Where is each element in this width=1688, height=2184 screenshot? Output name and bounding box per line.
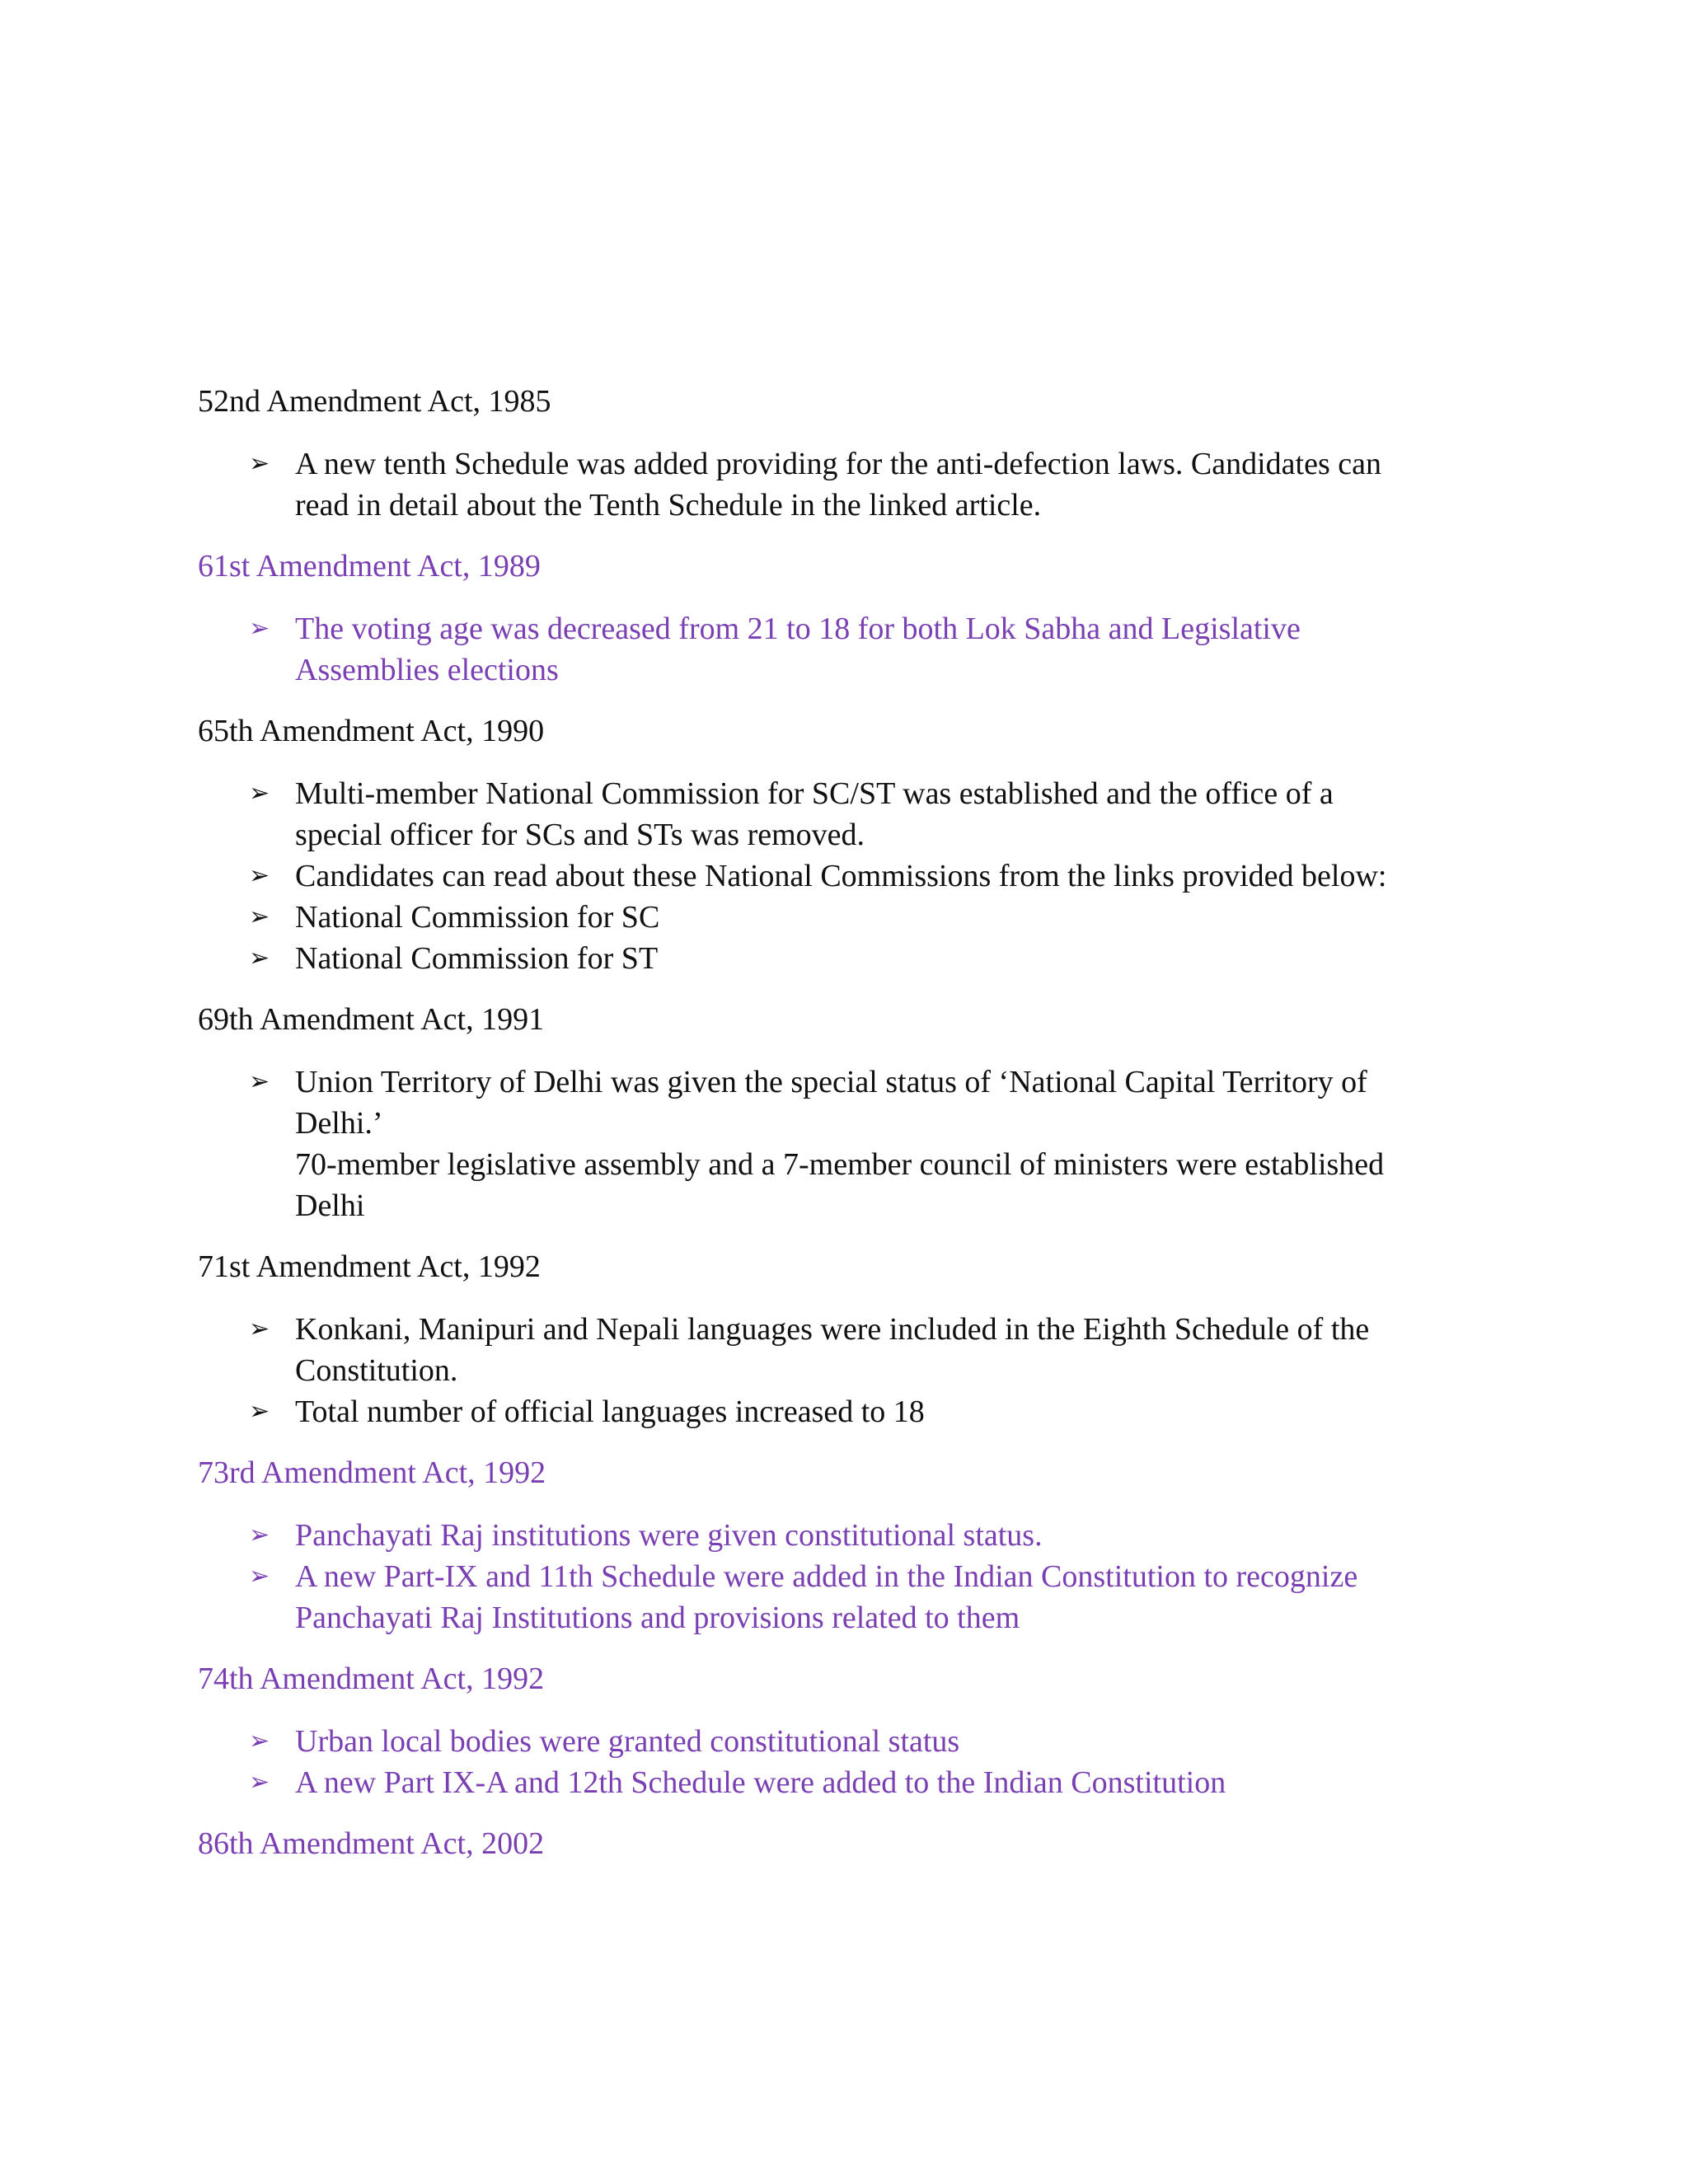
item-text-line: National Commission for SC: [295, 900, 660, 935]
arrowhead-bullet-icon: ➢: [249, 779, 270, 808]
arrowhead-bullet-icon: ➢: [249, 1397, 270, 1426]
item-text-line: special officer for SCs and STs was removed.: [295, 818, 865, 852]
bullet-list: [198, 443, 1484, 526]
section-heading: 73rd Amendment Act, 1992: [198, 1455, 546, 1490]
section-69th-amendment: [198, 999, 1484, 1226]
bullet-list: [198, 773, 1484, 979]
item-text-line: Union Territory of Delhi was given the special status of ‘National Capital Territory of: [295, 1065, 1367, 1099]
list-item: [198, 443, 1484, 526]
list-item: [198, 608, 1484, 691]
item-text-line: Konkani, Manipuri and Nepali languages were included in the Eighth Schedule of the: [295, 1312, 1370, 1347]
bullet-list: [198, 1515, 1484, 1638]
section-heading: 61st Amendment Act, 1989: [198, 549, 541, 583]
section-74th-amendment: [198, 1658, 1484, 1803]
item-text-line: National Commission for ST: [295, 941, 659, 976]
section-73rd-amendment: [198, 1452, 1484, 1638]
list-item: [198, 938, 1484, 979]
item-text-line: read in detail about the Tenth Schedule in the linked article.: [295, 488, 1042, 523]
section-86th-amendment: [198, 1823, 1484, 1864]
item-text-line: Constitution.: [295, 1353, 458, 1388]
item-text-line: Panchayati Raj Institutions and provisions related to them: [295, 1601, 1020, 1635]
arrowhead-bullet-icon: ➢: [249, 902, 270, 931]
arrowhead-bullet-icon: ➢: [249, 614, 270, 643]
arrowhead-bullet-icon: ➢: [249, 861, 270, 890]
bullet-list: [198, 1062, 1484, 1226]
item-text-line: Candidates can read about these National Commissions from the links provided below:: [295, 859, 1387, 893]
list-item: [198, 1309, 1484, 1391]
section-heading: 74th Amendment Act, 1992: [198, 1661, 545, 1696]
section-52nd-amendment: [198, 381, 1484, 526]
list-item: [198, 1762, 1484, 1803]
item-text-line: Multi-member National Commission for SC/ST was established and the office of a: [295, 776, 1334, 811]
item-text-line: Delhi: [295, 1188, 365, 1223]
arrowhead-bullet-icon: ➢: [249, 1727, 270, 1755]
arrowhead-bullet-icon: ➢: [249, 1768, 270, 1797]
list-item: [198, 1062, 1484, 1226]
list-item: [198, 773, 1484, 855]
item-text-line: Total number of official languages increased to 18: [295, 1394, 925, 1429]
item-text-line: Urban local bodies were granted constitutional status: [295, 1724, 960, 1759]
item-text-line: 70-member legislative assembly and a 7-member council of ministers were established: [295, 1147, 1385, 1182]
bullet-list: [198, 1309, 1484, 1432]
section-heading: 69th Amendment Act, 1991: [198, 1002, 545, 1037]
bullet-list: [198, 1721, 1484, 1803]
list-item: [198, 897, 1484, 938]
section-71st-amendment: [198, 1246, 1484, 1432]
list-item: [198, 1721, 1484, 1762]
item-text-line: The voting age was decreased from 21 to 18 for both Lok Sabha and Legislative: [295, 612, 1301, 646]
list-item: [198, 1515, 1484, 1556]
section-heading: 52nd Amendment Act, 1985: [198, 384, 551, 419]
section-65th-amendment: [198, 710, 1484, 979]
list-item: [198, 1556, 1484, 1638]
section-heading: 65th Amendment Act, 1990: [198, 714, 545, 748]
list-item: [198, 1391, 1484, 1432]
item-text-line: Delhi.’: [295, 1106, 383, 1141]
section-heading: 71st Amendment Act, 1992: [198, 1249, 541, 1284]
bullet-list: [198, 608, 1484, 691]
section-61st-amendment: [198, 546, 1484, 691]
item-text-line: Panchayati Raj institutions were given constitutional status.: [295, 1518, 1043, 1553]
arrowhead-bullet-icon: ➢: [249, 449, 270, 478]
arrowhead-bullet-icon: ➢: [249, 1067, 270, 1096]
list-item: [198, 855, 1484, 897]
section-heading: 86th Amendment Act, 2002: [198, 1826, 545, 1861]
arrowhead-bullet-icon: ➢: [249, 1315, 270, 1343]
item-text-line: A new tenth Schedule was added providing for the anti-defection laws. Candidates can: [295, 447, 1381, 481]
arrowhead-bullet-icon: ➢: [249, 1521, 270, 1549]
arrowhead-bullet-icon: ➢: [249, 1562, 270, 1591]
item-text-line: A new Part IX-A and 12th Schedule were added to the Indian Constitution: [295, 1765, 1226, 1800]
item-text-line: Assemblies elections: [295, 653, 559, 687]
item-text-line: A new Part-IX and 11th Schedule were added in the Indian Constitution to recognize: [295, 1559, 1358, 1594]
arrowhead-bullet-icon: ➢: [249, 944, 270, 972]
